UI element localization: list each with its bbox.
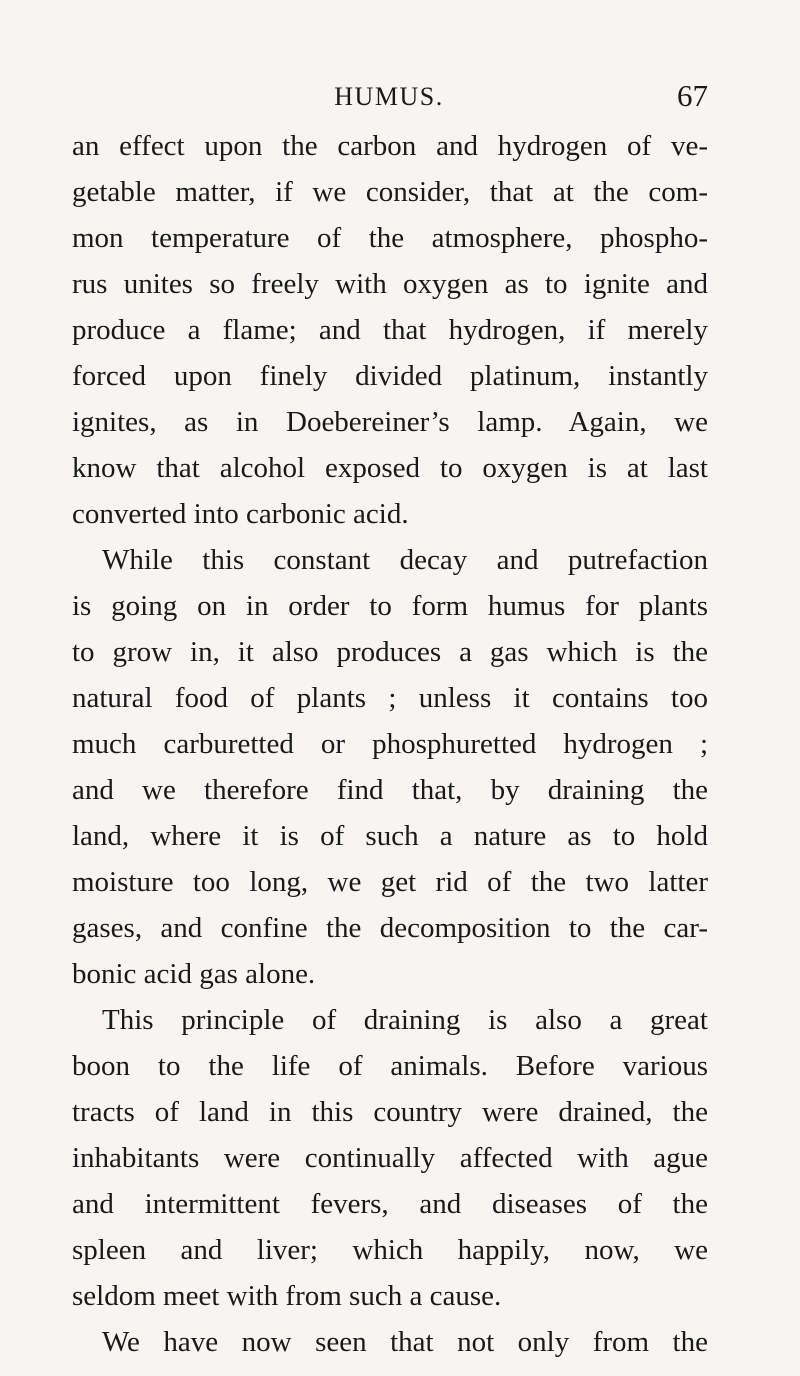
text-line: know that alcohol exposed to oxygen is at last [72, 452, 708, 484]
text-line: produce a flame; and that hydrogen, if merely [72, 314, 708, 346]
text-line: We have now seen that not only from the [102, 1326, 708, 1358]
text-line: seldom meet with from such a cause. [72, 1280, 502, 1312]
body-text [72, 123, 708, 1365]
page-header [70, 78, 708, 114]
text-line: moisture too long, we get rid of the two latter [72, 866, 708, 898]
page-number: 67 [677, 78, 708, 113]
text-line: to grow in, it also produces a gas which is the [72, 636, 708, 668]
text-line: spleen and liver; which happily, now, we [72, 1234, 708, 1266]
text-line: bonic acid gas alone. [72, 958, 316, 990]
text-line: mon temperature of the atmosphere, phospho- [72, 222, 708, 254]
text-line: and intermittent fevers, and diseases of the [72, 1188, 708, 1220]
text-line: is going on in order to form humus for plants [72, 590, 708, 622]
text-line: and we therefore find that, by draining the [72, 774, 708, 806]
running-head: HUMUS. [334, 82, 444, 111]
text-line: gases, and confine the decomposition to the car- [72, 912, 708, 944]
text-line: While this constant decay and putrefaction [102, 544, 708, 576]
text-line: forced upon finely divided platinum, instantly [72, 360, 708, 392]
text-line: inhabitants were continually affected with ague [72, 1142, 708, 1174]
text-line: This principle of draining is also a great [102, 1004, 708, 1036]
text-line: ignites, as in Doebereiner’s lamp. Again, we [72, 406, 708, 438]
text-line: rus unites so freely with oxygen as to ignite and [72, 268, 708, 300]
text-line: converted into carbonic acid. [72, 498, 409, 530]
text-line: land, where it is of such a nature as to hold [72, 820, 708, 852]
text-line: getable matter, if we consider, that at the com- [72, 176, 708, 208]
text-line: tracts of land in this country were drained, the [72, 1096, 708, 1128]
text-line: an effect upon the carbon and hydrogen of ve- [72, 130, 708, 162]
text-line: boon to the life of animals. Before various [72, 1050, 708, 1082]
text-line: much carburetted or phosphuretted hydrogen ; [72, 728, 708, 760]
text-line: natural food of plants ; unless it contains too [72, 682, 708, 714]
